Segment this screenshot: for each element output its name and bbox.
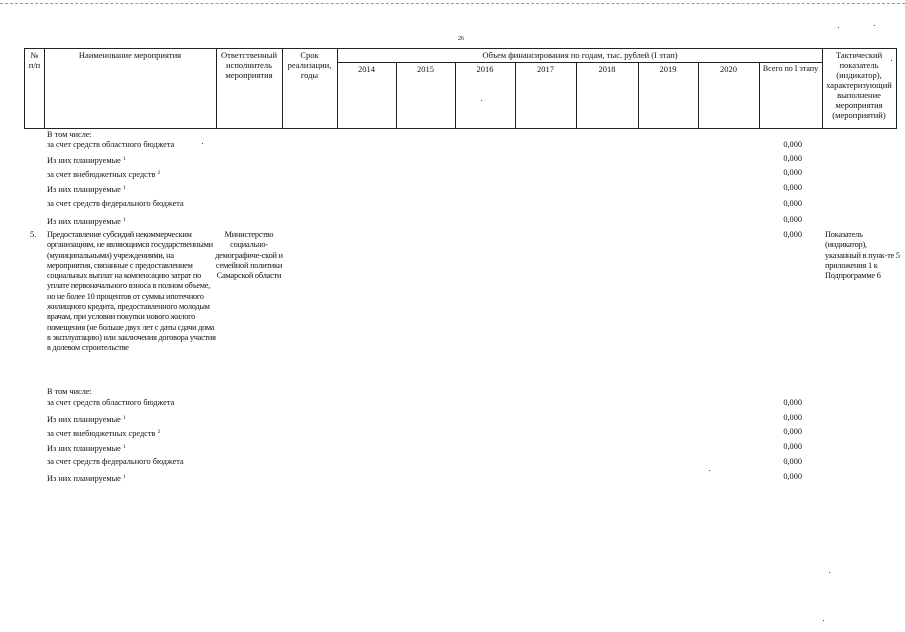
row-total: 0,000 [783, 472, 802, 481]
row-label: Из них планируемые $^1$ [47, 156, 126, 165]
header-num: № п/п [28, 50, 41, 70]
measure-responsible: Министерство социально-демографиче-ской и семейной политики Самарской области [215, 230, 283, 281]
row-label: за счет средств областного бюджета [47, 398, 175, 407]
row-label: Из них планируемые $^1$ [47, 474, 126, 483]
header-total: Всего по I этапу [762, 64, 819, 73]
scan-speck [709, 470, 710, 471]
scan-speck [829, 572, 830, 573]
row-total: 0,000 [783, 168, 802, 177]
header-financing: Объем финансирования по годам, тыс. рублей (I этап) [482, 50, 678, 60]
scan-speck [481, 100, 482, 101]
row-total: 0,000 [783, 140, 802, 149]
page-number: 26 [458, 36, 464, 42]
header-year: 2017 [537, 64, 554, 74]
row-total: 0,000 [783, 215, 802, 224]
row-total: 0,000 [783, 154, 802, 163]
row-total: 0,000 [783, 183, 802, 192]
header-year: 2018 [598, 64, 616, 74]
header-indicator: Тактический показатель (индикатор), характеризующий выполнение мероприятия (мероприятий) [826, 50, 892, 120]
row-total: 0,000 [783, 398, 802, 407]
measure-total: 0,000 [783, 230, 802, 239]
measure-indicator: Показатель (индикатор), указанный в пунк-те 5 приложения 1 к Подпрограмме 6 [825, 230, 900, 281]
row-label: за счет средств федерального бюджета [47, 199, 184, 208]
scan-edge-artifact [0, 0, 905, 4]
header-year: 2016 [476, 64, 494, 74]
row-label: за счет внебюджетных средств $^2$ [47, 170, 161, 179]
measure-name: Предоставление субсидий некоммерческим организациям, не являющимся государственными (муниципальными) учреждениями, на мероприятия, связанные с предоставлением социальных выплат на компенсацию затрат по уплате первоначального взноса в полном объеме, но не более 10 процентов от суммы ипотечного жилищного кредита, предоставленного молодым врачам, при условии покупки нового жилого помещения (не больше двух лет с даты сдачи дома в эксплуатацию) или заключения договора участия в долевом строительстве [47, 230, 216, 353]
scan-speck [874, 25, 875, 26]
row-label: Из них планируемые $^1$ [47, 415, 126, 424]
header-term: Срок реализации, годы [287, 50, 332, 80]
row-label: Из них планируемые $^1$ [47, 444, 126, 453]
header-year: 2019 [659, 64, 677, 74]
measure-number: 5. [30, 230, 37, 239]
row-label: за счет внебюджетных средств $^2$ [47, 429, 161, 438]
header-responsible: Ответственный исполнитель мероприятия [221, 50, 277, 80]
header-name: Наименование мероприятия [78, 50, 182, 60]
row-label: Из них планируемые $^1$ [47, 185, 126, 194]
row-total: 0,000 [783, 457, 802, 466]
row-total: 0,000 [783, 427, 802, 436]
header-year: 2014 [358, 64, 375, 74]
scan-speck [823, 620, 824, 621]
row-total: 0,000 [783, 442, 802, 451]
row-total: 0,000 [783, 199, 802, 208]
header-year: 2020 [720, 64, 737, 74]
scan-speck [891, 60, 892, 61]
including-label: В том числе: [47, 130, 92, 139]
row-label: за счет средств областного бюджета [47, 140, 175, 149]
including-label: В том числе: [47, 387, 92, 396]
row-total: 0,000 [783, 413, 802, 422]
scan-speck [202, 143, 203, 144]
row-label: Из них планируемые $^1$ [47, 217, 126, 226]
row-label: за счет средств федерального бюджета [47, 457, 184, 466]
scan-speck [838, 27, 839, 28]
header-year: 2015 [417, 64, 434, 74]
